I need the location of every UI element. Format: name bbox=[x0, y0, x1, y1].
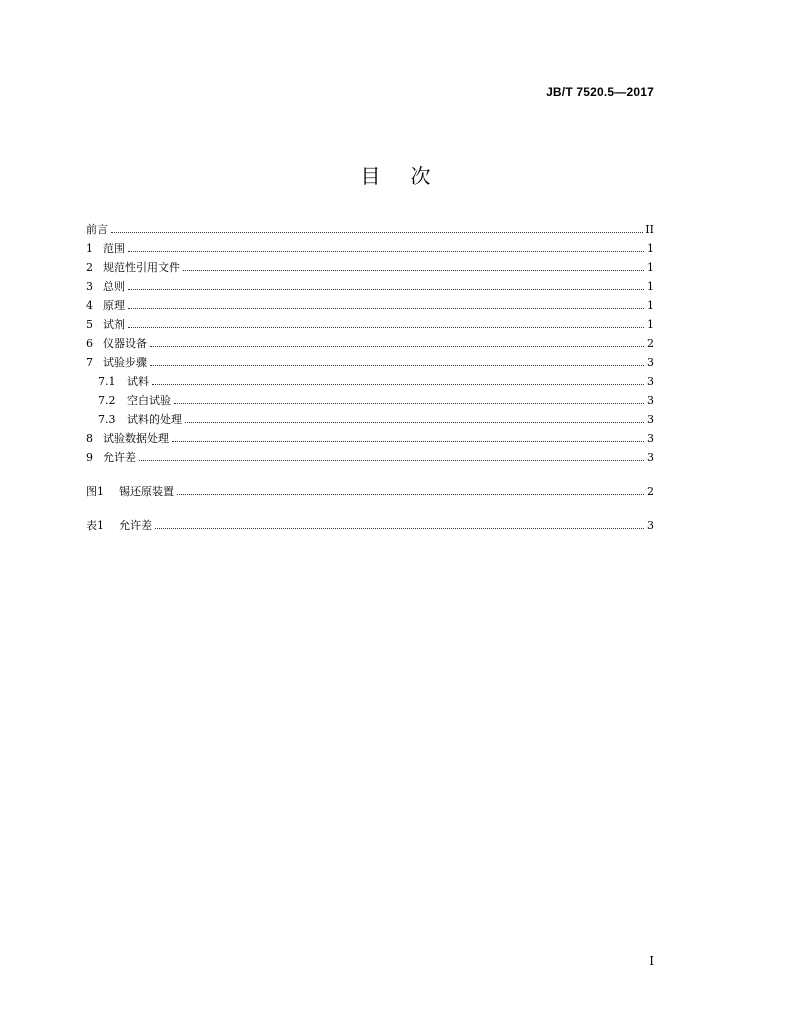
toc-entry-page: 1 bbox=[647, 242, 654, 255]
toc-entry-page: 3 bbox=[647, 451, 654, 464]
toc-entry-section-9[interactable] bbox=[86, 448, 654, 467]
toc-entry-page: 3 bbox=[647, 356, 654, 369]
toc-entry-title: 范围 bbox=[103, 242, 125, 255]
dot-leader bbox=[183, 270, 644, 271]
toc-entry-page: 3 bbox=[647, 432, 654, 445]
standard-code: JB/T 7520.5—2017 bbox=[546, 85, 654, 99]
toc-entry-section-5[interactable] bbox=[86, 315, 654, 334]
toc-entry-page: 3 bbox=[647, 375, 654, 388]
dot-leader bbox=[185, 422, 644, 423]
toc-entry-title: 空白试验 bbox=[127, 394, 171, 407]
dot-leader bbox=[172, 441, 644, 442]
table-of-contents bbox=[86, 220, 654, 535]
toc-entry-title: 试剂 bbox=[103, 318, 125, 331]
toc-title: 目次 bbox=[360, 164, 461, 188]
toc-entry-page: 1 bbox=[647, 280, 654, 293]
toc-entry-foreword[interactable] bbox=[86, 220, 654, 239]
toc-entry-number: 3 bbox=[86, 280, 93, 293]
toc-entry-page: 1 bbox=[647, 261, 654, 274]
toc-entry-number: 4 bbox=[86, 299, 93, 312]
dot-leader bbox=[111, 232, 643, 233]
toc-entry-number: 7.1 bbox=[98, 375, 116, 388]
dot-leader bbox=[128, 308, 644, 309]
toc-entry-title: 试验数据处理 bbox=[103, 432, 169, 445]
dot-leader bbox=[128, 289, 644, 290]
toc-entry-title: 规范性引用文件 bbox=[103, 261, 180, 274]
toc-entry-number: 5 bbox=[86, 318, 93, 331]
toc-entry-number: 7.2 bbox=[98, 394, 116, 407]
toc-entry-title: 允许差 bbox=[119, 519, 152, 532]
toc-entry-section-7-2[interactable] bbox=[86, 391, 654, 410]
toc-entry-number: 1 bbox=[86, 242, 93, 255]
toc-entry-section-1[interactable] bbox=[86, 239, 654, 258]
toc-entry-section-3[interactable] bbox=[86, 277, 654, 296]
toc-entry-page: 1 bbox=[647, 299, 654, 312]
dot-leader bbox=[128, 327, 644, 328]
toc-entry-title: 仪器设备 bbox=[103, 337, 147, 350]
toc-entry-title: 锡还原装置 bbox=[119, 485, 174, 498]
dot-leader bbox=[174, 403, 644, 404]
toc-entry-title: 总则 bbox=[103, 280, 125, 293]
toc-entry-figure-1[interactable] bbox=[86, 482, 654, 501]
page-number: I bbox=[649, 954, 654, 968]
toc-entry-section-4[interactable] bbox=[86, 296, 654, 315]
toc-entry-page: 3 bbox=[647, 519, 654, 532]
toc-entry-number: 7 bbox=[86, 356, 93, 369]
toc-entry-page: 3 bbox=[647, 394, 654, 407]
toc-entry-number: 8 bbox=[86, 432, 93, 445]
toc-entry-page: II bbox=[645, 223, 654, 236]
toc-entry-page: 3 bbox=[647, 413, 654, 426]
toc-entry-section-8[interactable] bbox=[86, 429, 654, 448]
toc-entry-page: 2 bbox=[647, 485, 654, 498]
dot-leader bbox=[128, 251, 644, 252]
dot-leader bbox=[139, 460, 644, 461]
toc-entry-title: 试验步骤 bbox=[103, 356, 147, 369]
toc-entry-section-6[interactable] bbox=[86, 334, 654, 353]
dot-leader bbox=[155, 528, 644, 529]
toc-entry-title: 允许差 bbox=[103, 451, 136, 464]
toc-entry-section-7-1[interactable] bbox=[86, 372, 654, 391]
toc-entry-page: 2 bbox=[647, 337, 654, 350]
toc-entry-title: 原理 bbox=[103, 299, 125, 312]
toc-entry-table-1[interactable] bbox=[86, 516, 654, 535]
toc-entry-section-2[interactable] bbox=[86, 258, 654, 277]
dot-leader bbox=[152, 384, 644, 385]
toc-entry-page: 1 bbox=[647, 318, 654, 331]
dot-leader bbox=[150, 365, 644, 366]
toc-entry-title: 试料的处理 bbox=[127, 413, 182, 426]
toc-entry-section-7-3[interactable] bbox=[86, 410, 654, 429]
toc-entry-title: 前言 bbox=[86, 223, 108, 236]
toc-entry-title: 试料 bbox=[127, 375, 149, 388]
toc-entry-section-7[interactable] bbox=[86, 353, 654, 372]
toc-entry-number: 表1 bbox=[86, 519, 104, 532]
dot-leader bbox=[177, 494, 644, 495]
toc-entry-number: 9 bbox=[86, 451, 93, 464]
toc-entry-number: 图1 bbox=[86, 485, 104, 498]
dot-leader bbox=[150, 346, 644, 347]
toc-entry-number: 6 bbox=[86, 337, 93, 350]
toc-entry-number: 2 bbox=[86, 261, 93, 274]
toc-entry-number: 7.3 bbox=[98, 413, 116, 426]
